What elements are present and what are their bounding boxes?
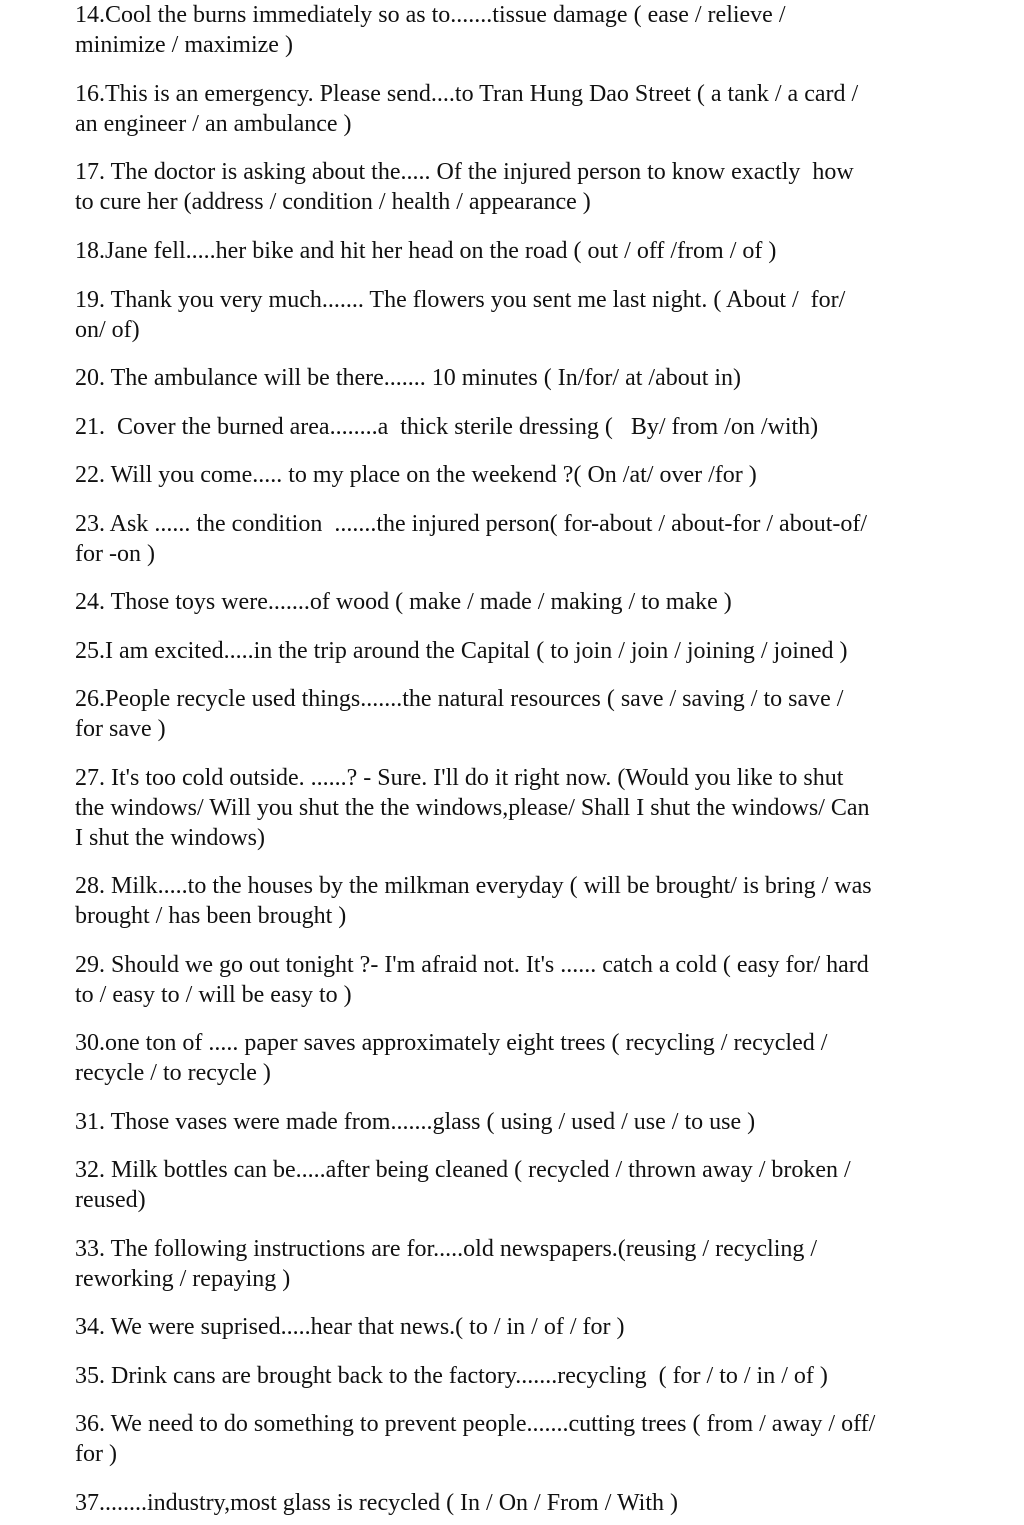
question-23 xyxy=(75,509,867,569)
question-24 xyxy=(75,587,732,617)
question-text: 36. We need to do something to prevent people.......cutting trees ( from / away / off/ xyxy=(75,1411,876,1437)
question-text: 24. Those toys were.......of wood ( make / made / making / to make ) xyxy=(75,589,732,615)
question-29 xyxy=(75,950,869,1010)
question-text: 30.one ton of ..... paper saves approximately eight trees ( recycling / recycled / xyxy=(75,1030,828,1056)
question-33 xyxy=(75,1234,817,1294)
question-text: to / easy to / will be easy to ) xyxy=(75,982,352,1008)
question-text: for save ) xyxy=(75,716,166,742)
question-text: the windows/ Will you shut the the windows,please/ Shall I shut the windows/ Can xyxy=(75,795,870,821)
question-28 xyxy=(75,871,872,931)
question-20 xyxy=(75,363,741,393)
question-text: minimize / maximize ) xyxy=(75,32,293,58)
question-27 xyxy=(75,763,870,853)
question-text: I shut the windows) xyxy=(75,825,265,851)
question-text: 22. Will you come..... to my place on the weekend ?( On /at/ over /for ) xyxy=(75,462,757,488)
question-32 xyxy=(75,1155,851,1215)
question-text: 29. Should we go out tonight ?- I'm afraid not. It's ...... catch a cold ( easy for/ hard xyxy=(75,952,869,978)
question-text: reworking / repaying ) xyxy=(75,1266,291,1292)
question-26 xyxy=(75,684,843,744)
question-text: 14.Cool the burns immediately so as to.......tissue damage ( ease / relieve / xyxy=(75,2,786,28)
question-text: 37........industry,most glass is recycled ( In / On / From / With ) xyxy=(75,1490,678,1516)
question-text: 21. Cover the burned area........a thick sterile dressing ( By/ from /on /with) xyxy=(75,414,819,440)
question-35 xyxy=(75,1361,828,1391)
question-text: 17. The doctor is asking about the..... Of the injured person to know exactly how xyxy=(75,159,854,185)
question-19 xyxy=(75,285,845,345)
question-31 xyxy=(75,1107,755,1137)
question-text: brought / has been brought ) xyxy=(75,903,347,929)
question-text: 32. Milk bottles can be.....after being cleaned ( recycled / thrown away / broken / xyxy=(75,1157,851,1183)
question-text: 23. Ask ...... the condition .......the injured person( for-about / about-for / about-of/ xyxy=(75,511,868,537)
question-text: 16.This is an emergency. Please send....to Tran Hung Dao Street ( a tank / a card / xyxy=(75,81,859,107)
question-text: 31. Those vases were made from.......glass ( using / used / use / to use ) xyxy=(75,1109,756,1135)
question-22 xyxy=(75,460,757,490)
question-text: on/ of) xyxy=(75,317,140,343)
question-text: recycle / to recycle ) xyxy=(75,1060,271,1086)
question-text: reused) xyxy=(75,1187,146,1213)
question-text: 35. Drink cans are brought back to the factory.......recycling ( for / to / in / of ) xyxy=(75,1363,828,1389)
question-text: 34. We were suprised.....hear that news.( to / in / of / for ) xyxy=(75,1314,625,1340)
question-text: 19. Thank you very much....... The flowers you sent me last night. ( About / for/ xyxy=(75,287,846,313)
question-17 xyxy=(75,157,854,217)
question-16 xyxy=(75,79,858,139)
question-text: 27. It's too cold outside. ......? - Sure. I'll do it right now. (Would you like to shut xyxy=(75,765,844,791)
question-text: to cure her (address / condition / health / appearance ) xyxy=(75,189,591,215)
question-text: 28. Milk.....to the houses by the milkman everyday ( will be brought/ is bring / was xyxy=(75,873,872,899)
question-37 xyxy=(75,1488,678,1518)
question-text: 20. The ambulance will be there....... 10 minutes ( In/for/ at /about in) xyxy=(75,365,742,391)
question-text: 18.Jane fell.....her bike and hit her head on the road ( out / off /from / of ) xyxy=(75,238,777,264)
question-text: 25.I am excited.....in the trip around the Capital ( to join / join / joining / joined ) xyxy=(75,638,848,664)
question-text: for ) xyxy=(75,1441,117,1467)
question-21 xyxy=(75,412,818,442)
question-text: for -on ) xyxy=(75,541,155,567)
question-34 xyxy=(75,1312,624,1342)
question-text: 26.People recycle used things.......the natural resources ( save / saving / to save / xyxy=(75,686,844,712)
question-36 xyxy=(75,1409,875,1469)
question-25 xyxy=(75,636,848,666)
question-14 xyxy=(75,0,786,60)
question-text: 33. The following instructions are for.....old newspapers.(reusing / recycling / xyxy=(75,1236,818,1262)
question-18 xyxy=(75,236,776,266)
question-text: an engineer / an ambulance ) xyxy=(75,111,352,137)
question-30 xyxy=(75,1028,827,1088)
